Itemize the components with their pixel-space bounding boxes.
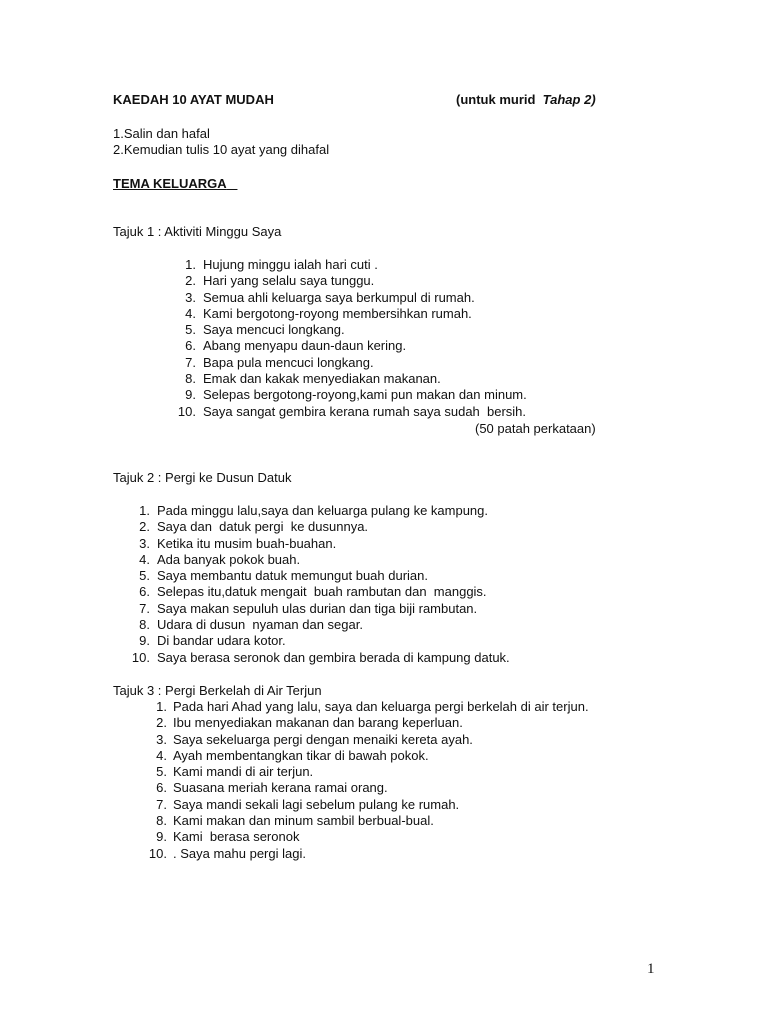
item-number: 8. xyxy=(185,371,196,387)
item-number: 1. xyxy=(139,503,150,518)
item-number: 4. xyxy=(185,305,196,321)
item-text: Saya berasa seronok dan gembira berada di kampung datuk. xyxy=(157,649,510,665)
item-number: 4. xyxy=(156,747,167,763)
item-text: Saya mandi sekali lagi sebelum pulang ke rumah. xyxy=(173,796,460,812)
word-count-note: (50 patah perkataan) xyxy=(475,421,596,436)
item-text: Semua ahli keluarga saya berkumpul di rumah. xyxy=(203,289,475,305)
item-number: 1. xyxy=(156,699,167,714)
item-text: . Saya mahu pergi lagi. xyxy=(173,845,306,861)
item-number: 10. xyxy=(148,845,167,861)
item-number: 2. xyxy=(185,273,196,289)
theme-heading xyxy=(113,176,237,192)
item-text: Kami makan dan minum sambil berbual-bual. xyxy=(173,813,434,829)
theme-label: TEMA KELUARGA xyxy=(113,176,227,191)
item-number: 3. xyxy=(156,731,167,747)
page-number: 1 xyxy=(647,961,655,977)
item-number: 6. xyxy=(156,780,167,796)
section-heading-2: Tajuk 2 : Pergi ke Dusun Datuk xyxy=(113,470,292,485)
item-text: Saya mencuci longkang. xyxy=(203,322,345,338)
item-number: 9. xyxy=(185,387,196,403)
audience-prefix: (untuk murid xyxy=(456,92,536,107)
item-number: 2. xyxy=(139,519,150,535)
item-number: 8. xyxy=(156,813,167,829)
item-text: Saya dan datuk pergi ke dusunnya. xyxy=(157,519,369,535)
item-number: 9. xyxy=(156,829,167,845)
item-number: 5. xyxy=(156,764,167,780)
document-title: KAEDAH 10 AYAT MUDAH xyxy=(113,92,274,107)
item-number: 2. xyxy=(156,715,167,731)
item-number: 6. xyxy=(139,584,150,600)
item-text: Udara di dusun nyaman dan segar. xyxy=(157,617,363,633)
item-text: Ibu menyediakan makanan dan barang keperluan. xyxy=(173,715,463,731)
item-number: 3. xyxy=(139,535,150,551)
item-text: Abang menyapu daun-daun kering. xyxy=(203,338,407,354)
item-number: 5. xyxy=(139,568,150,584)
item-text: Suasana meriah kerana ramai orang. xyxy=(173,780,388,796)
item-text: Saya sekeluarga pergi dengan menaiki kereta ayah. xyxy=(173,731,473,747)
item-text: Saya membantu datuk memungut buah durian. xyxy=(157,568,429,584)
item-text: Hari yang selalu saya tunggu. xyxy=(203,273,375,289)
item-number: 7. xyxy=(156,796,167,812)
item-number: 10. xyxy=(131,649,150,665)
item-text: Emak dan kakak menyediakan makanan. xyxy=(203,371,441,387)
item-text: Pada minggu lalu,saya dan keluarga pulang ke kampung. xyxy=(157,503,489,518)
item-text: Saya sangat gembira kerana rumah saya sudah bersih. xyxy=(203,403,527,419)
item-number: 7. xyxy=(139,600,150,616)
item-text: Bapa pula mencuci longkang. xyxy=(203,354,374,370)
item-text: Selepas bergotong-royong,kami pun makan dan minum. xyxy=(203,387,527,403)
item-text: Di bandar udara kotor. xyxy=(157,633,286,649)
item-number: 9. xyxy=(139,633,150,649)
item-number: 6. xyxy=(185,338,196,354)
item-number: 8. xyxy=(139,617,150,633)
instruction-1: 1.Salin dan hafal xyxy=(113,126,210,141)
item-text: Selepas itu,datuk mengait buah rambutan dan manggis. xyxy=(157,584,487,600)
instruction-2: 2.Kemudian tulis 10 ayat yang dihafal xyxy=(113,142,330,157)
item-text: Ada banyak pokok buah. xyxy=(157,551,301,567)
item-number: 3. xyxy=(185,289,196,305)
item-text: Ketika itu musim buah-buahan. xyxy=(157,535,337,551)
item-number: 10. xyxy=(177,403,196,419)
audience-label xyxy=(456,92,596,107)
item-number: 1. xyxy=(185,257,196,272)
item-text: Ayah membentangkan tikar di bawah pokok. xyxy=(173,747,429,763)
section-heading-1: Tajuk 1 : Aktiviti Minggu Saya xyxy=(113,224,282,239)
item-text: Kami berasa seronok xyxy=(173,829,300,845)
item-number: 7. xyxy=(185,354,196,370)
item-number: 4. xyxy=(139,551,150,567)
item-text: Hujung minggu ialah hari cuti . xyxy=(203,257,378,272)
item-text: Pada hari Ahad yang lalu, saya dan keluarga pergi berkelah di air terjun. xyxy=(173,699,589,714)
section-heading-3: Tajuk 3 : Pergi Berkelah di Air Terjun xyxy=(113,683,322,698)
item-text: Kami mandi di air terjun. xyxy=(173,764,314,780)
item-text: Kami bergotong-royong membersihkan rumah. xyxy=(203,305,472,321)
item-text: Saya makan sepuluh ulas durian dan tiga biji rambutan. xyxy=(157,600,478,616)
audience-level: Tahap 2) xyxy=(542,92,596,107)
item-number: 5. xyxy=(185,322,196,338)
